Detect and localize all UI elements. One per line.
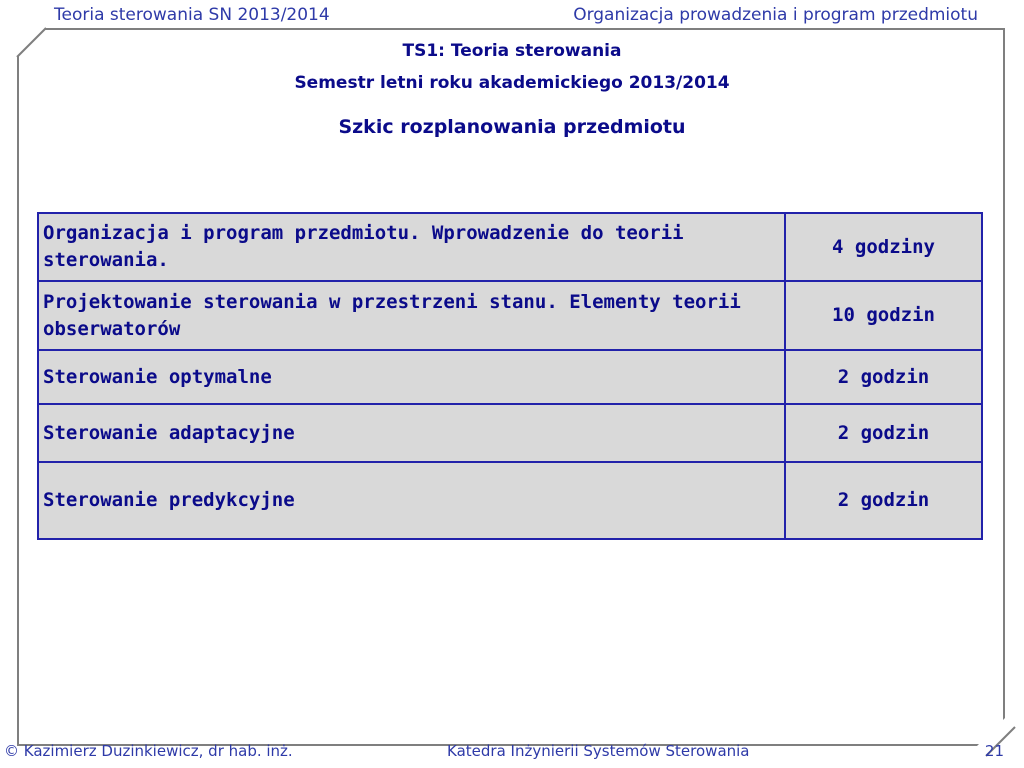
hours-cell: 10 godzin xyxy=(785,281,982,350)
topic-cell: Organizacja i program przedmiotu. Wprowadzenie do teorii sterowania. xyxy=(38,213,785,281)
table-row xyxy=(38,462,982,539)
hours-cell: 2 godzin xyxy=(785,462,982,539)
topic-cell: Projektowanie sterowania w przestrzeni stanu. Elementy teorii obserwatorów xyxy=(38,281,785,350)
header-section-name: Organizacja prowadzenia i program przedmiotu xyxy=(573,5,978,25)
table-row xyxy=(38,350,982,404)
topic-cell: Sterowanie predykcyjne xyxy=(38,462,785,539)
semester-line: Semestr letni roku akademickiego 2013/2014 xyxy=(294,73,730,93)
table-row xyxy=(38,213,982,281)
table-row xyxy=(38,281,982,350)
page-number: 21 xyxy=(984,742,1004,760)
course-title: TS1: Teoria sterowania xyxy=(402,41,622,61)
footer-department: Katedra Inżynierii Systemów Sterowania xyxy=(447,742,750,760)
topic-cell: Sterowanie adaptacyjne xyxy=(38,404,785,462)
hours-cell: 2 godzin xyxy=(785,404,982,462)
course-plan-table xyxy=(37,212,983,540)
hours-cell: 2 godzin xyxy=(785,350,982,404)
slide-subtitle: Szkic rozplanowania przedmiotu xyxy=(338,116,686,138)
topic-cell: Sterowanie optymalne xyxy=(38,350,785,404)
table-row xyxy=(38,404,982,462)
hours-cell: 4 godziny xyxy=(785,213,982,281)
footer-author: © Kazimierz Duzinkiewicz, dr hab. inż. xyxy=(4,742,293,760)
header-course-name: Teoria sterowania SN 2013/2014 xyxy=(54,5,330,25)
